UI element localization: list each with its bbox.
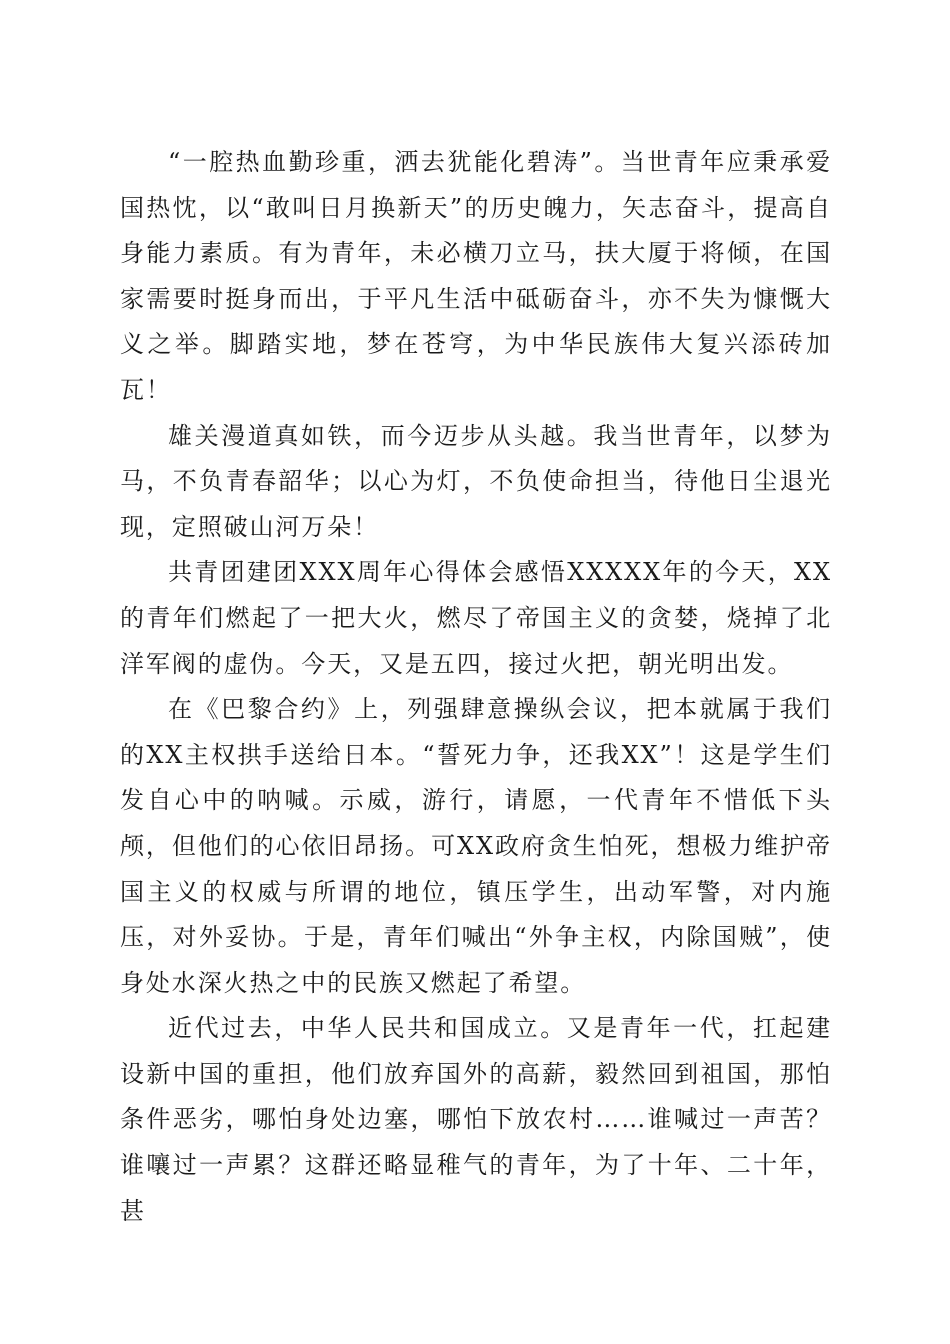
paragraph-5: 近代过去，中华人民共和国成立。又是青年一代，扛起建设新中国的重担，他们放弃国外的高薪，毅然回到祖国，那怕条件恶劣，哪怕身处边塞，哪怕下放农村……谁喊过一声苦？谁嚷过一声累？这群还略显稚气的青年，为了十年、二十年，甚 — [120, 1014, 832, 1225]
document-body — [120, 140, 832, 1234]
paragraph-2: 雄关漫道真如铁，而今迈步从头越。我当世青年，以梦为马，不负青春韶华；以心为灯，不负使命担当，待他日尘退光现，定照破山河万朵！ — [120, 421, 832, 541]
paragraph-3: 共青团建团XXX周年心得体会感悟XXXXX年的今天，XX的青年们燃起了一把大火，燃尽了帝国主义的贪婪，烧掉了北洋军阀的虚伪。今天，又是五四，接过火把，朝光明出发。 — [120, 558, 832, 678]
paragraph-1: “一腔热血勤珍重，洒去犹能化碧涛”。当世青年应秉承爱国热忱，以“敢叫日月换新天”的历史魄力，矢志奋斗，提高自身能力素质。有为青年，未必横刀立马，扶大厦于将倾，在国家需要时挺身而出，于平凡生活中砥砺奋斗，亦不失为慷慨大义之举。脚踏实地，梦在苍穹，为中华民族伟大复兴添砖加瓦！ — [120, 148, 832, 404]
paragraph-4: 在《巴黎合约》上，列强肆意操纵会议，把本就属于我们的XX主权拱手送给日本。“誓死力争，还我XX”！这是学生们发自心中的呐喊。示威，游行，请愿，一代青年不惜低下头颅，但他们的心依旧昂扬。可XX政府贪生怕死，想极力维护帝国主义的权威与所谓的地位，镇压学生，出动军警，对内施压，对外妥协。于是，青年们喊出“外争主权，内除国贼”，使身处水深火热之中的民族又燃起了希望。 — [120, 695, 832, 997]
